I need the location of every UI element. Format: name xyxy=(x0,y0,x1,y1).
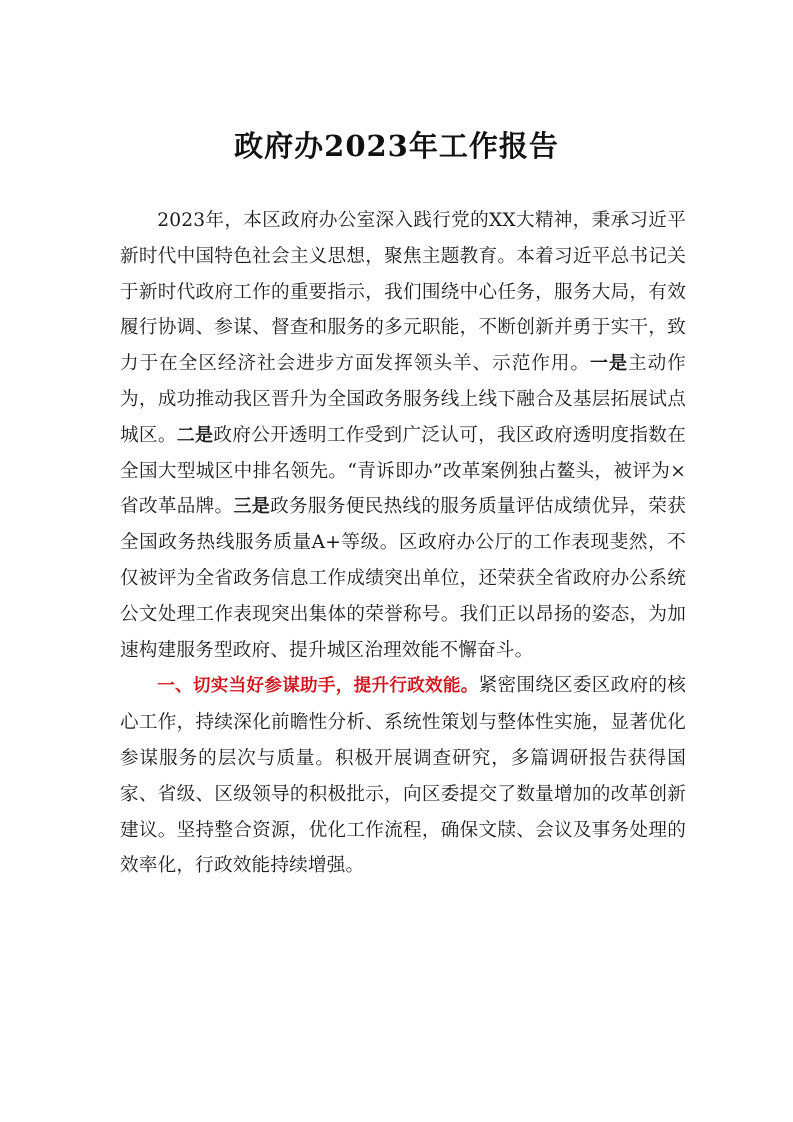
page-title: 政府办2023年工作报告 xyxy=(234,129,559,163)
paragraph-section-one xyxy=(120,668,686,884)
point-three-text: 政务服务便民热线的服务质量评估成绩优异，荣获全国政务热线服务质量A+等级。区政府办公厅的工作表现斐然，不仅被评为全省政务信息工作成绩突出单位，还荣获全省政府办公系统公文处理工作表现突出集体的荣誉称号。我们正以昂扬的姿态，为加速构建服务型政府、提升城区治理效能不懈奋斗。 xyxy=(120,496,687,661)
section-one-text: 紧密围绕区委区政府的核心工作，持续深化前瞻性分析、系统性策划与整体性实施，显著优化参谋服务的层次与质量。积极开展调查研究，多篇调研报告获得国家、省级、区级领导的积极批示，向区委提交了数量增加的改革创新建议。坚持整合资源，优化工作流程，确保文牍、会议及事务处理的效率化，行政效能持续增强。 xyxy=(120,675,686,877)
keyword-third: 三是 xyxy=(233,496,271,518)
point-two-text: 政府公开透明工作受到广泛认可，我区政府透明度指数在全国大型城区中排名领先。“青诉即办”改革案例独占鳌头，被评为×省改革品牌。 xyxy=(120,424,686,518)
point-one-text: 主动作为，成功推动我区晋升为全国政务服务线上线下融合及基层拓展试点城区。 xyxy=(120,353,686,446)
document-body xyxy=(120,203,686,884)
keyword-second: 二是 xyxy=(176,424,214,446)
keyword-first: 一是 xyxy=(590,353,629,375)
paragraph-intro xyxy=(120,203,686,668)
section-heading: 一、切实当好参谋助手，提升行政效能。 xyxy=(157,676,479,697)
intro-text: 2023年，本区政府办公室深入践行党的XX大精神，秉承习近平新时代中国特色社会主义思想，聚焦主题教育。本着习近平总书记关于新时代政府工作的重要指示，我们围绕中心任务，服务大局，有效履行协调、参谋、督查和服务的多元职能，不断创新并勇于实干，致力于在全区经济社会进步方面发挥领头羊、示范作用。 xyxy=(120,210,686,375)
